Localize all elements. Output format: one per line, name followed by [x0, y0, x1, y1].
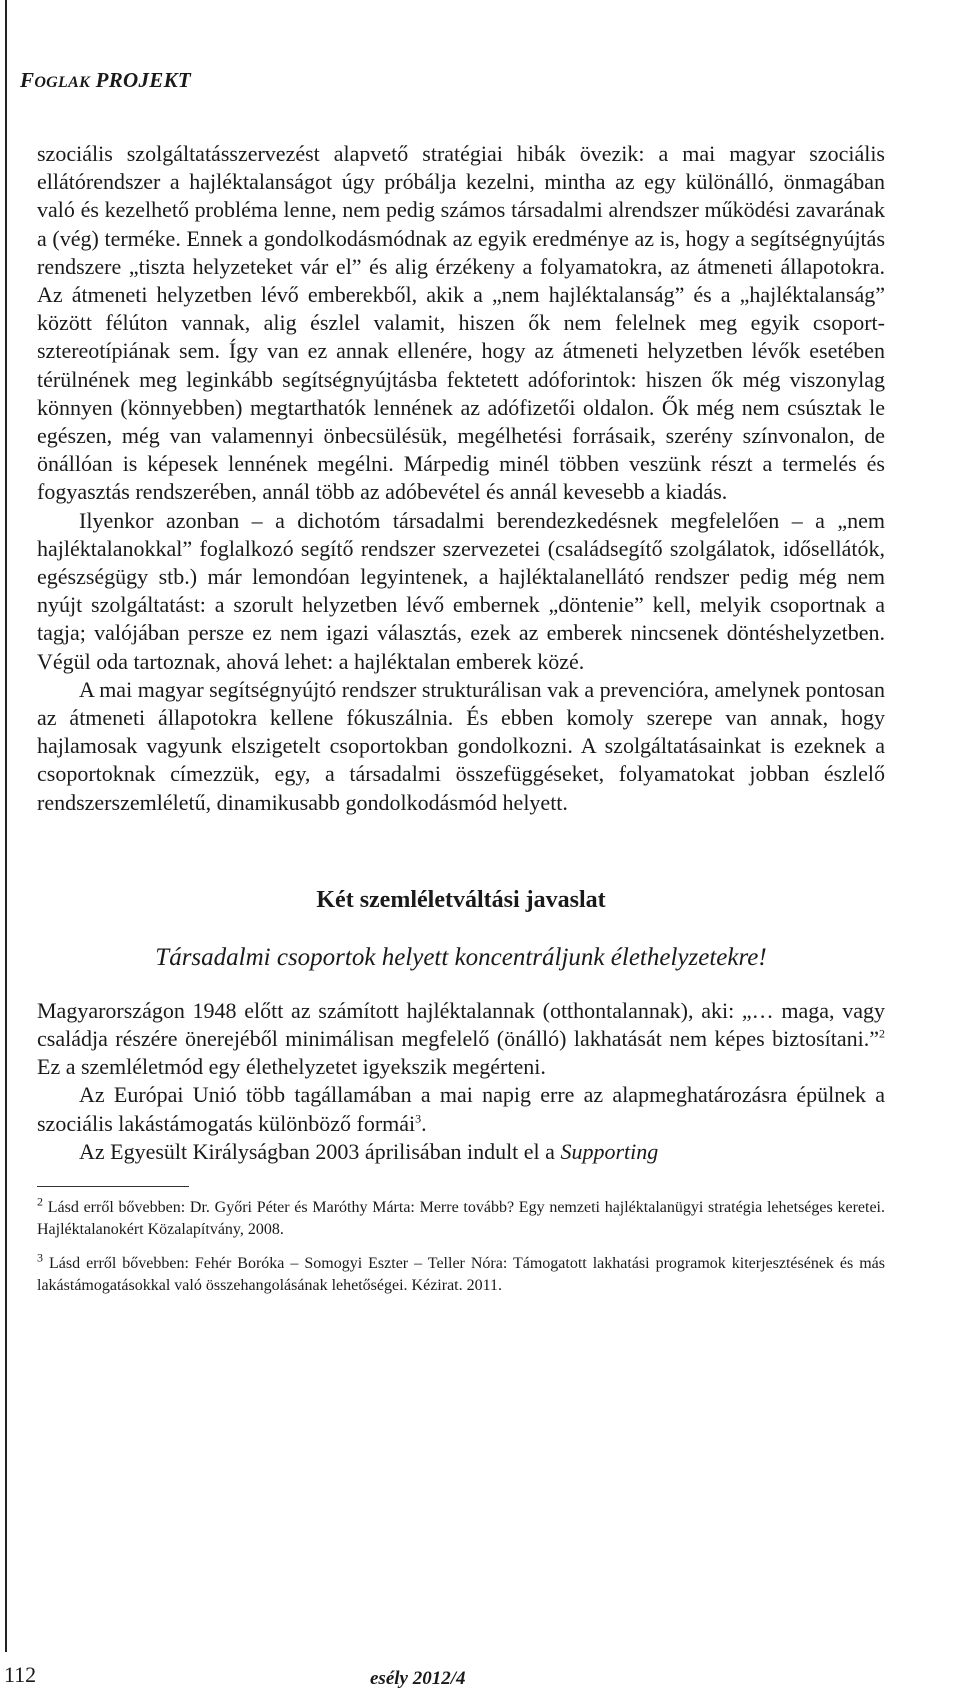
- paragraph-6-text: Az Egyesült Királyságban 2003 áprilisában indult el a: [79, 1138, 561, 1164]
- text-column: [37, 140, 885, 1309]
- header-rest: PROJEKT: [90, 68, 192, 92]
- paragraph-6: [37, 1138, 885, 1166]
- footnote-ref-2[interactable]: 2: [879, 1026, 885, 1041]
- footnote-separator: [37, 1186, 189, 1187]
- paragraph-5-end: .: [421, 1110, 427, 1136]
- footnote-ref-3[interactable]: 3: [415, 1111, 422, 1126]
- page-left-rule: [5, 0, 7, 1652]
- journal-issue: esély 2012/4: [370, 1668, 466, 1689]
- paragraph-6-emphasis: Supporting: [560, 1138, 659, 1164]
- paragraph-5-text: Az Európai Unió több tagállamában a mai napig erre az alapmeghatározásra épülnek a szociális lakástámogatás különböző formái: [37, 1082, 885, 1136]
- footnote-text: Lásd erről bővebben: Fehér Boróka – Somogyi Eszter – Teller Nóra: Támogatott lakhatási programok kiterjesztésének és más lakástámogatásokkal való összehangolásának lehetőségei. Kézirat. 2011.: [37, 1255, 885, 1295]
- footnote-number: 3: [37, 1250, 43, 1265]
- paragraph-3: A mai magyar segítségnyújtó rendszer strukturálisan vak a prevencióra, amelynek pontosan az átmeneti állapotokra kellene fókuszálnia. És ebben komoly szerepe van annak, hogy hajlamosak vagyunk elszigetelt csoportokban gondolkozni. A szolgáltatásainkat is ezeknek a csoportoknak címezzük, egy, a társadalmi összefüggéseket, folyamatokat jobban észlelő rendszerszemléletű, dinamikusabb gondolkodásmód helyett.: [37, 676, 885, 815]
- section-title: Két szemléletváltási javaslat: [316, 886, 606, 913]
- paragraph-4: [37, 997, 885, 1082]
- footnote-3: [37, 1250, 885, 1297]
- header-smallcaps: OGL: [34, 74, 69, 91]
- paragraph-4-text: Magyarországon 1948 előtt az számított hajléktalannak (otthontalannak), aki: „… maga, vagy családja részére önerejéből minimálisan megfelelő (önálló) lakhatását nem képes biztosítani.”: [37, 997, 885, 1052]
- paragraph-5: [37, 1081, 885, 1137]
- paragraph-2: Ilyenkor azonban – a dichotóm társadalmi berendezkedésnek megfelelően – a „nem hajléktalanokkal” foglalkozó segítő rendszer szervezetei (családsegítő szolgálatok, idősellátók, egészségügy stb.) már lemondóan legyintenek, a hajléktalanellátó rendszer pedig még nem nyújt szolgáltatást: a szorult helyzetben lévő embernek „döntenie” kell, melyik csoportnak a tagja; valójában persze ez nem igazi választás, ezek az emberek nincsenek döntéshelyzetben. Végül oda tartoznak, ahová lehet: a hajléktalan emberek közé.: [37, 507, 885, 674]
- footnote-number: 2: [37, 1194, 43, 1209]
- footnote-text: Lásd erről bővebben: Dr. Győri Péter és Maróthy Márta: Merre tovább? Egy nemzeti hajléktalanügyi stratégia lehetséges keretei. Hajléktalanokért Közalapítvány, 2008.: [37, 1199, 885, 1239]
- paragraph-4-text-end: Ez a szemléletmód egy élethelyzetet igyekszik megérteni.: [37, 1054, 546, 1080]
- header-initial: F: [20, 68, 35, 92]
- section-subtitle: Társadalmi csoportok helyett koncentráljunk élethelyzetekre!: [155, 943, 767, 971]
- header-smallcaps-2: AK: [68, 74, 91, 91]
- footnote-2: [37, 1194, 885, 1241]
- page-number: 112: [4, 1662, 37, 1687]
- paragraph-1: szociális szolgáltatásszervezést alapvető stratégiai hibák övezik: a mai magyar szociális ellátórendszer a hajléktalanságot úgy próbálja kezelni, mintha az egy különálló, önmagában való és kezelhető probléma lenne, nem pedig számos társadalmi alrendszer működési zavarának a (vég) terméke. Ennek a gondolkodásmódnak az egyik eredménye az is, hogy a segítségnyújtás rendszere „tiszta helyzeteket vár el” és alig érzékeny a folyamatokra, az átmeneti állapotokra. Az átmeneti helyzetben lévő emberekből, akik a „nem hajléktalanság” és a „hajléktalanság” között félúton vannak, alig észlel valamit, hiszen ők nem felelnek meg egyik csoport-sztereotípiának sem. Így van ez annak ellenére, hogy az átmeneti helyzetben lévők esetében térülnének meg leginkább segítségnyújtásba fektetett adóforintok: hiszen ők még viszonylag könnyen (könnyebben) megtarthatók lennének az adófizetői oldalon. Ők még nem csúsztak le egészen, még van valamennyi önbecsülésük, megélhetési forrásaik, szerény színvonalon, de önállóan is képesek lennének megélni. Márpedig minél többen veszünk részt a termelés és fogyasztás rendszerében, annál több az adóbevétel és annál kevesebb a kiadás.: [37, 141, 885, 505]
- running-header: [20, 68, 191, 93]
